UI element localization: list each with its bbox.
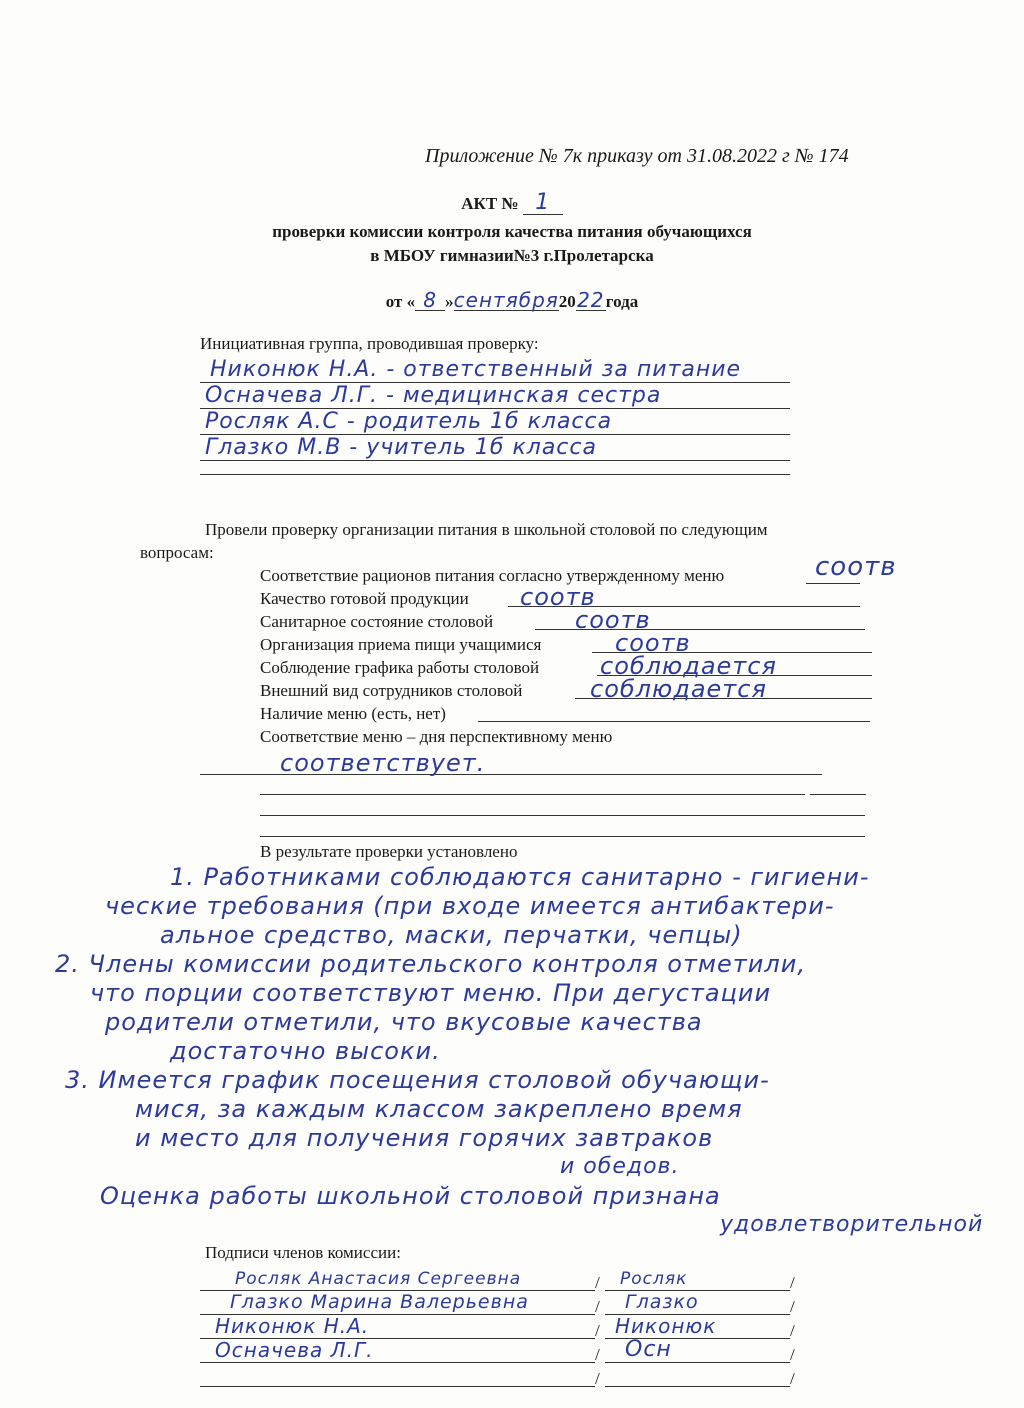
question-item: Соответствие меню – дня перспективному меню: [260, 727, 613, 746]
signatures-label: Подписи членов комиссии:: [205, 1243, 401, 1262]
group-member: Никонюк Н.А. - ответственный за питание: [210, 357, 742, 382]
result-line: и место для получения горячих завтраков: [135, 1124, 714, 1152]
underline: [810, 794, 866, 795]
underline: [200, 1386, 595, 1387]
act-subtitle-line1: проверки комиссии контроля качества питания обучающихся: [272, 222, 752, 241]
underline: [260, 836, 865, 837]
date-month: сентября: [453, 288, 559, 312]
question-item: Качество готовой продукции: [260, 589, 469, 608]
initiative-group-label: Инициативная группа, проводившая проверку:: [200, 334, 539, 353]
result-line: удовлетворительной: [720, 1212, 984, 1237]
separator: /: [790, 1273, 795, 1292]
underline: [260, 815, 865, 816]
member-name: Росляк Анастасия Сергеевна: [235, 1269, 522, 1289]
question-answer: соотв: [615, 629, 691, 657]
result-line: достаточно высоки.: [170, 1037, 441, 1065]
member-name: Осначева Л.Г.: [215, 1338, 374, 1362]
question-item: Соответствие рационов питания согласно утвержденному меню: [260, 566, 725, 585]
question-answer: соотв: [815, 552, 897, 582]
member-name: Никонюк Н.А.: [215, 1314, 370, 1338]
separator: /: [790, 1321, 795, 1340]
underline: [605, 1386, 790, 1387]
date-prefix: от «: [385, 292, 416, 311]
question-answer: соотв: [520, 583, 596, 611]
act-subtitle-line2: в МБОУ гимназии№3 г.Пролетарска: [370, 246, 654, 265]
result-line: мися, за каждым классом закреплено время: [135, 1095, 743, 1123]
result-line: что порции соответствуют меню. При дегустации: [90, 979, 772, 1007]
separator: /: [595, 1369, 600, 1388]
result-line: ческие требования (при входе имеется антибактери-: [105, 892, 835, 920]
underline: [200, 1362, 595, 1363]
questions-intro-2: вопросам:: [140, 543, 214, 562]
question-item: Соблюдение графика работы столовой: [260, 658, 540, 677]
question-item: Санитарное состояние столовой: [260, 612, 494, 631]
result-line: и обедов.: [560, 1154, 680, 1179]
question-answer: соблюдается: [590, 675, 767, 703]
underline: [260, 794, 805, 795]
date-day: 8: [415, 290, 445, 311]
date-year-prefix: 20: [558, 292, 576, 311]
member-signature: Глазко: [625, 1291, 699, 1313]
group-member: Росляк А.С - родитель 1б класса: [205, 409, 613, 434]
member-signature: Росляк: [620, 1269, 688, 1289]
date-mid: »: [445, 292, 454, 311]
separator: /: [595, 1321, 600, 1340]
separator: /: [595, 1345, 600, 1364]
question-answer: соотв: [575, 606, 651, 634]
result-line: альное средство, маски, перчатки, чепцы): [160, 921, 743, 949]
question-answer: соответствует.: [280, 749, 486, 777]
underline: [200, 474, 790, 475]
results-label: В результате проверки установлено: [260, 842, 518, 861]
date-suffix: года: [605, 292, 639, 311]
question-answer: соблюдается: [600, 652, 777, 680]
separator: /: [790, 1369, 795, 1388]
result-line: 1. Работниками соблюдаются санитарно - гигиени-: [170, 863, 870, 891]
question-item: Организация приема пищи учащимися: [260, 635, 542, 654]
act-label: АКТ №: [461, 194, 519, 213]
underline: [806, 583, 860, 584]
member-name: Глазко Марина Валерьевна: [230, 1291, 529, 1313]
result-line: Оценка работы школьной столовой признана: [100, 1182, 721, 1210]
result-line: 3. Имеется график посещения столовой обучающи-: [65, 1066, 770, 1094]
separator: /: [790, 1297, 795, 1316]
member-signature: Осн: [625, 1337, 672, 1362]
group-member: Глазко М.В - учитель 1б класса: [205, 435, 597, 460]
result-line: родители отметили, что вкусовые качества: [105, 1008, 703, 1036]
separator: /: [595, 1297, 600, 1316]
member-signature: Никонюк: [615, 1314, 717, 1338]
result-line: 2. Члены комиссии родительского контроля отметили,: [55, 950, 806, 978]
act-title: [0, 192, 1024, 215]
date-year: 22: [577, 288, 605, 312]
group-member: Осначева Л.Г. - медицинская сестра: [205, 383, 662, 408]
act-number: 1: [523, 192, 563, 215]
underline: [478, 721, 870, 722]
questions-intro: Провели проверку организации питания в школьной столовой по следующим: [205, 520, 768, 539]
separator: /: [595, 1273, 600, 1292]
act-date: [0, 290, 1024, 312]
question-item: Наличие меню (есть, нет): [260, 704, 446, 723]
question-item: Внешний вид сотрудников столовой: [260, 681, 523, 700]
appendix-reference: Приложение № 7к приказу от 31.08.2022 г № 174: [425, 145, 849, 167]
separator: /: [790, 1345, 795, 1364]
